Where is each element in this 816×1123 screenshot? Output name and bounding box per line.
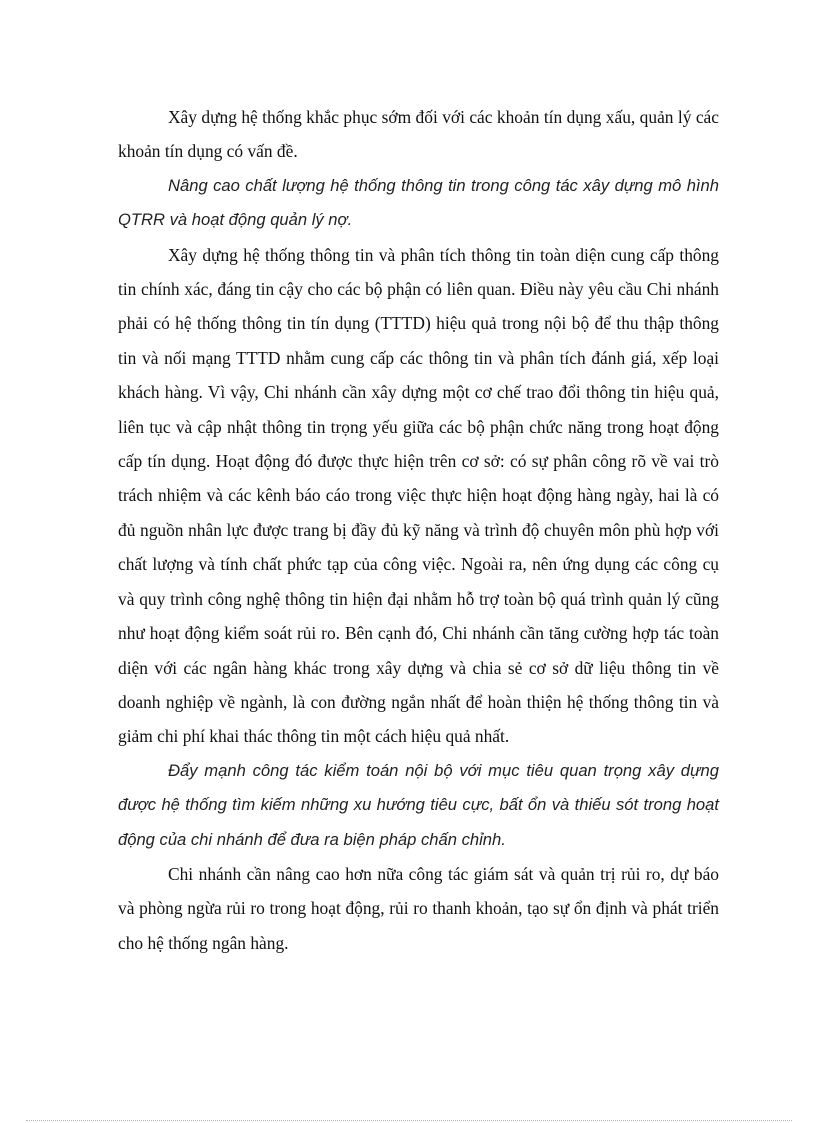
heading-information-system: Nâng cao chất lượng hệ thống thông tin trong công tác xây dựng mô hình QTRR và hoạt động quản lý nợ. (118, 175, 719, 230)
paragraph-information-system: Xây dựng hệ thống thông tin và phân tích thông tin toàn diện cung cấp thông tin chính xác, đáng tin cậy cho các bộ phận có liên quan. Điều này yêu cầu Chi nhánh phải có hệ thống thông tin tín dụng (TTTD) hiệu quả trong nội bộ để thu thập thông tin và nối mạng TTTD nhằm cung cấp các thông tin và phân tích đánh giá, xếp loại khách hàng. Vì vậy, Chi nhánh cần xây dựng một cơ chế trao đổi thông tin hiệu quả, liên tục và cập nhật thông tin trọng yếu giữa các bộ phận chức năng trong hoạt động cấp tín dụng. Hoạt động đó được thực hiện trên cơ sở: có sự phân công rõ về vai trò trách nhiệm và các kênh báo cáo trong việc thực hiện hoạt động hàng ngày, hai là có đủ nguồn nhân lực được trang bị đầy đủ kỹ năng và trình độ chuyên môn phù hợp với chất lượng và tính chất phức tạp của công việc. Ngoài ra, nên ứng dụng các công cụ và quy trình công nghệ thông tin hiện đại nhằm hỗ trợ toàn bộ quá trình quản lý cũng như hoạt động kiểm soát rủi ro. Bên cạnh đó, Chi nhánh cần tăng cường hợp tác toàn diện với các ngân hàng khác trong xây dựng và chia sẻ cơ sở dữ liệu thông tin về doanh nghiệp về ngành, là con đường ngắn nhất để hoàn thiện hệ thống thông tin và giảm chi phí khai thác thông tin một cách hiệu quả nhất. (118, 244, 719, 747)
page-bottom-divider (26, 1120, 792, 1121)
paragraph-risk-supervision: Chi nhánh cần nâng cao hơn nữa công tác giám sát và quản trị rủi ro, dự báo và phòng ngừa rủi ro trong hoạt động, rủi ro thanh khoản, tạo sự ổn định và phát triển cho hệ thống ngân hàng. (118, 863, 719, 953)
document-page (118, 100, 719, 960)
paragraph-early-warning: Xây dựng hệ thống khắc phục sớm đối với các khoản tín dụng xấu, quản lý các khoản tín dụng có vấn đề. (118, 107, 719, 162)
heading-internal-audit: Đẩy mạnh công tác kiểm toán nội bộ với mục tiêu quan trọng xây dựng được hệ thống tìm kiếm những xu hướng tiêu cực, bất ổn và thiếu sót trong hoạt động của chi nhánh để đưa ra biện pháp chấn chỉnh. (118, 760, 719, 849)
